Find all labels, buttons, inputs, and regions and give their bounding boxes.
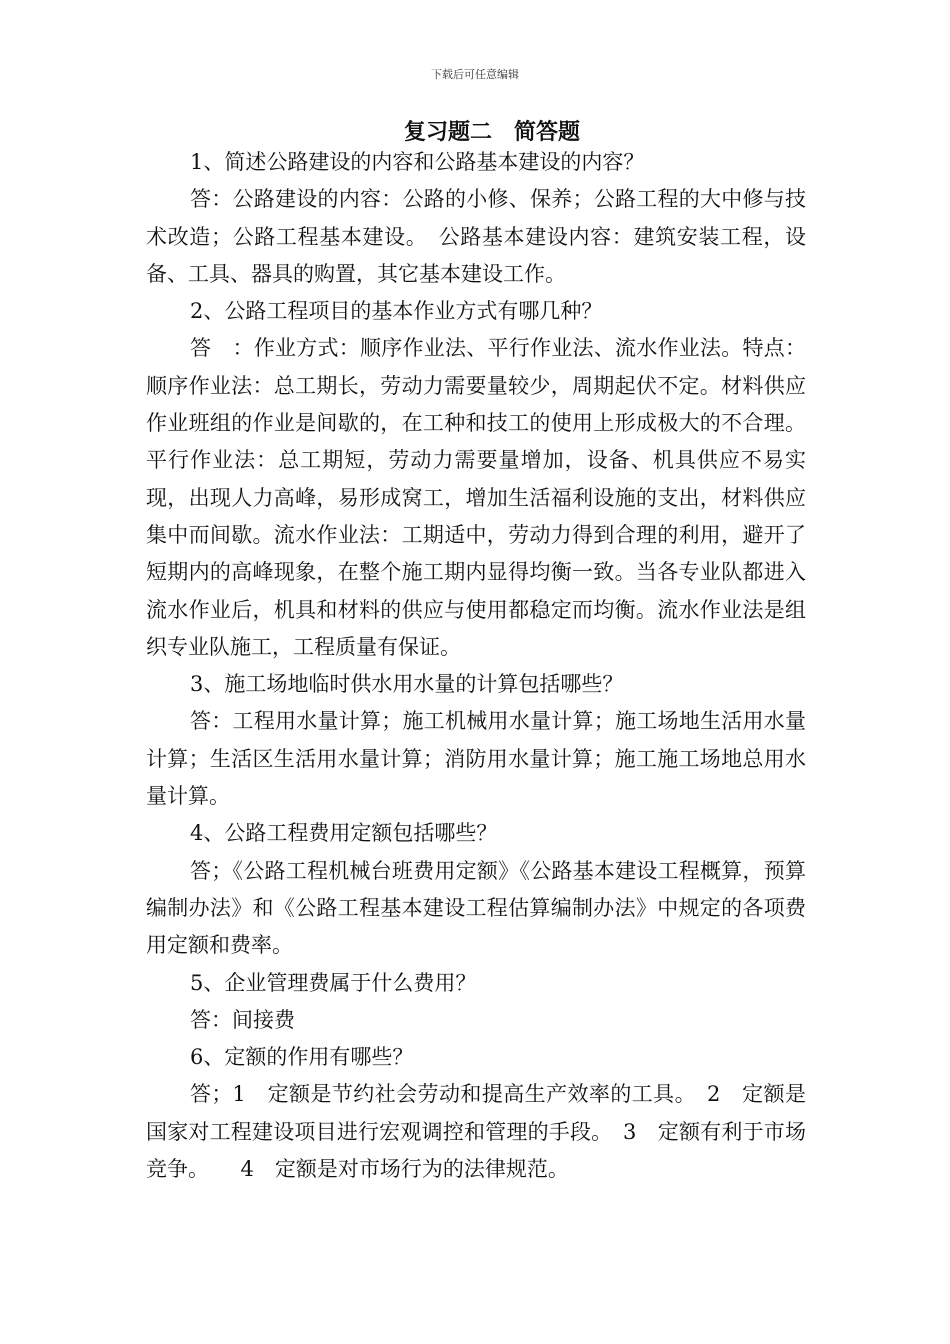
answer-3: 答：工程用水量计算；施工机械用水量计算；施工场地生活用水量计算；生活区生活用水量计算；消防用水量计算；施工施工场地总用水量计算。 [146, 709, 806, 809]
document-body [146, 118, 806, 1188]
question-3: 3、施工场地临时供水用水量的计算包括哪些？ [190, 672, 624, 697]
question-6: 6、定额的作用有哪些？ [190, 1045, 414, 1070]
question-4: 4、公路工程费用定额包括哪些？ [190, 821, 498, 846]
header-note: 下载后可任意编辑 [431, 68, 519, 81]
document-title: 复习题二 简答题 [403, 120, 580, 145]
question-1: 1、简述公路建设的内容和公路基本建设的内容？ [190, 150, 645, 174]
question-2: 2、公路工程项目的基本作业方式有哪几种？ [190, 299, 603, 324]
answer-4: 答；《公路工程机械台班费用定额》《公路基本建设工程概算，预算编制办法》和《公路工程基本建设工程估算编制办法》中规定的各项费用定额和费率。 [146, 858, 806, 958]
answer-2: 答 ：作业方式：顺序作业法、平行作业法、流水作业法。特点：顺序作业法：总工期长，劳动力需要量较少，周期起伏不定。材料供应作业班组的作业是间歇的，在工种和技工的使用上形成极大的不合理。平行作业法：总工期短，劳动力需要量增加，设备、机具供应不易实现，出现人力高峰，易形成窝工，增加生活福利设施的支出，材料供应集中而间歇。流水作业法：工期适中，劳动力得到合理的利用，避开了短期内的高峰现象，在整个施工期内显得均衡一致。当各专业队都进入流水作业后，机具和材料的供应与使用都稳定而均衡。流水作业法是组织专业队施工，工程质量有保证。 [146, 336, 806, 659]
answer-6: 答；1 定额是节约社会劳动和提高生产效率的工具。 2 定额是国家对工程建设项目进行宏观调控和管理的手段。 3 定额有利于市场竞争。 4 定额是对市场行为的法律规范。 [146, 1082, 806, 1182]
answer-1: 答：公路建设的内容：公路的小修、保养；公路工程的大中修与技术改造；公路工程基本建设。 公路基本建设内容：建筑安装工程，设备、工具、器具的购置，其它基本建设工作。 [146, 187, 806, 286]
answer-5: 答：间接费 [190, 1007, 295, 1032]
question-5: 5、企业管理费属于什么费用？ [190, 970, 477, 995]
